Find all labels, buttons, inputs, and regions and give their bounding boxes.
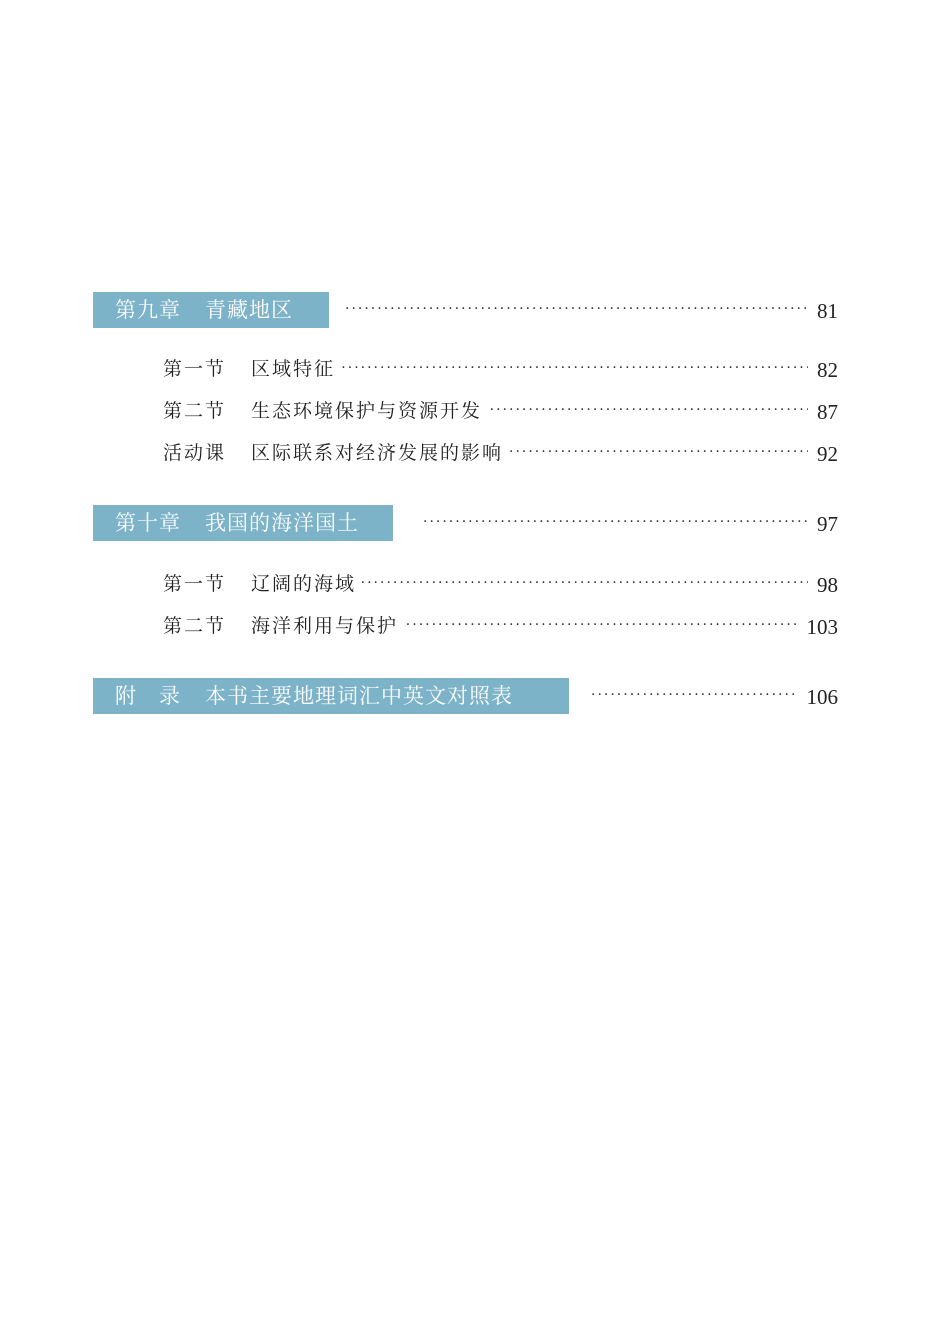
page-number: 87: [815, 396, 838, 426]
page-number: 98: [815, 569, 838, 599]
chapter-10-entry[interactable]: [93, 505, 838, 541]
section-label: 第一节: [163, 573, 227, 595]
chapter-title: 青藏地区: [205, 298, 293, 322]
section-label: 第二节: [163, 400, 227, 422]
chapter-title: 我国的海洋国土: [205, 511, 359, 535]
page-number: 82: [815, 354, 838, 384]
dot-leader: [591, 678, 798, 714]
appendix-banner: [93, 678, 569, 714]
chapter-number: 第九章: [115, 298, 181, 322]
dot-leader: [423, 505, 810, 541]
toc-entry-section[interactable]: [163, 569, 838, 599]
page-number: 103: [805, 611, 839, 641]
page-number: 97: [815, 505, 838, 541]
appendix-title: 本书主要地理词汇中英文对照表: [205, 684, 513, 708]
section-title: 海洋利用与保护: [251, 611, 404, 641]
section-label: 第二节: [163, 615, 227, 637]
chapter-10-banner: [93, 505, 393, 541]
toc-entry-section[interactable]: [163, 354, 838, 384]
section-title: 区际联系对经济发展的影响: [251, 438, 509, 468]
section-title: 辽阔的海域: [251, 569, 362, 599]
appendix-label: 附 录: [115, 684, 181, 708]
chapter-number: 第十章: [115, 511, 181, 535]
section-label: 第一节: [163, 358, 227, 380]
section-label: 活动课: [163, 442, 227, 464]
chapter-9-entry[interactable]: [93, 292, 838, 328]
appendix-entry[interactable]: [93, 678, 838, 714]
page-number: 81: [815, 292, 838, 328]
toc-entry-section[interactable]: [163, 396, 838, 426]
section-title: 生态环境保护与资源开发: [251, 396, 488, 426]
page-number: 92: [815, 438, 838, 468]
dot-leader: [345, 292, 810, 328]
toc-entry-section[interactable]: [163, 438, 838, 468]
page-number: 106: [805, 678, 839, 714]
section-title: 区域特征: [251, 354, 341, 384]
chapter-9-banner: [93, 292, 329, 328]
toc-entry-section[interactable]: [163, 611, 838, 641]
